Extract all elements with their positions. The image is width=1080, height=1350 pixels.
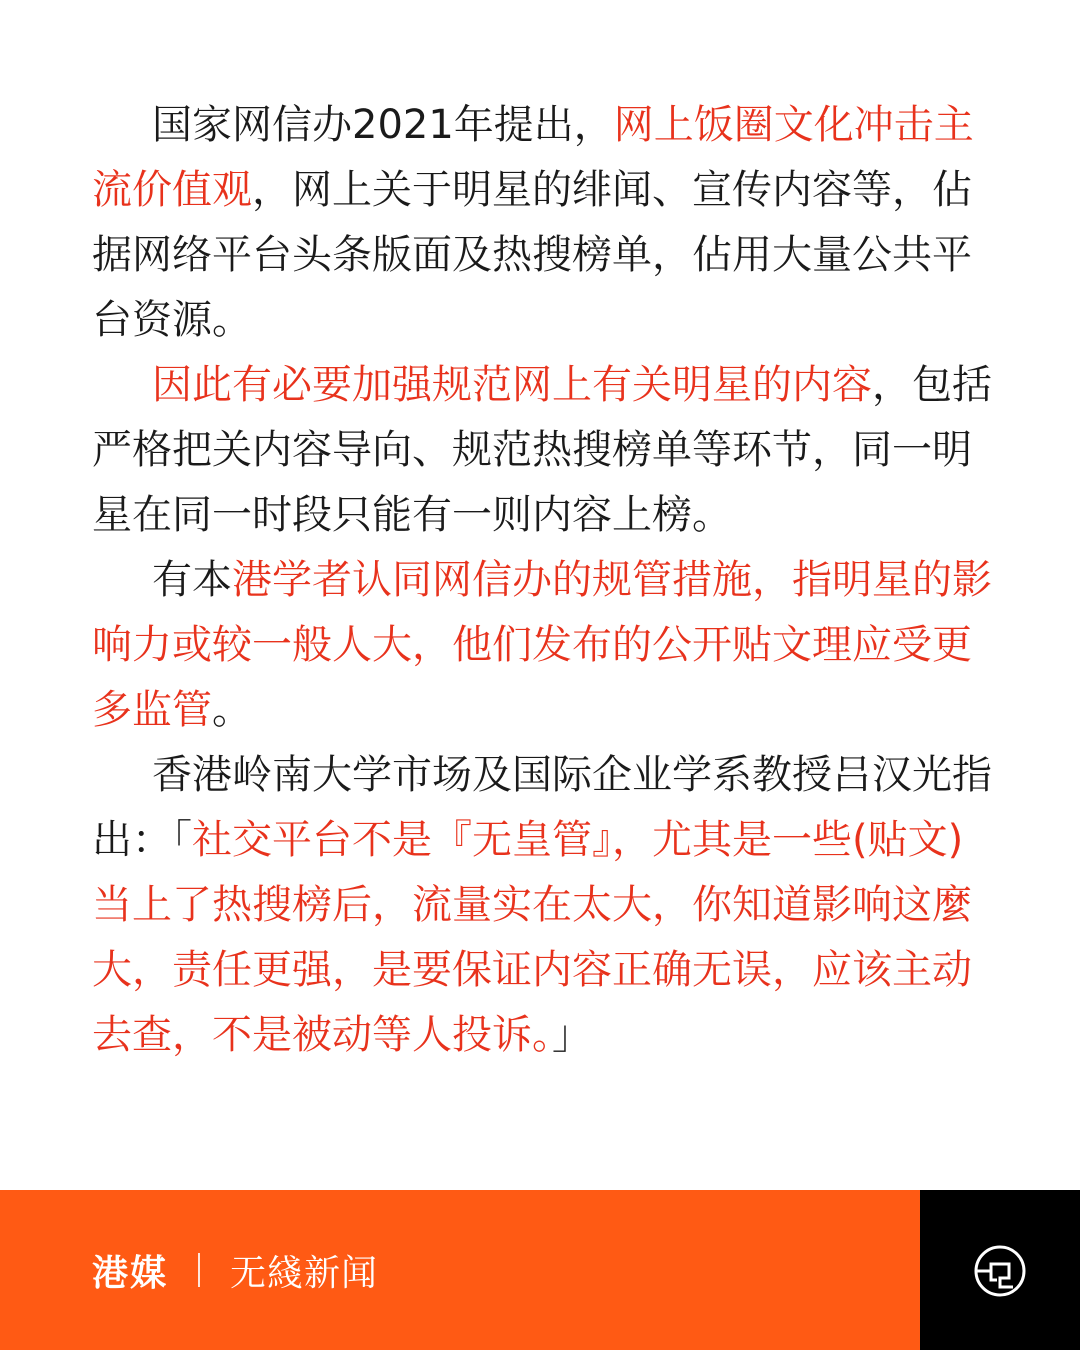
highlighted-text-segment: 网上饭圈文化冲击主流价值观 — [92, 102, 974, 213]
highlighted-text-segment: 社交平台不是『无皇管』，尤其是一些(贴文)当上了热搜榜后，流量实在太大，你知道影响这麼大，责任更强，是要保证内容正确无误，应该主动去查，不是被动等人投诉。 — [92, 817, 972, 1058]
highlighted-text-segment: 因此有必要加强规范网上有关明星的内容 — [152, 362, 872, 408]
text-segment: ，包括严格把关内容导向、规范热搜榜单等环节，同一明星在同一时段只能有一则内容上榜。 — [92, 362, 992, 538]
text-segment: 。 — [212, 687, 252, 733]
brand-name: 港媒 — [92, 1252, 169, 1294]
text-segment: 国家网信办2021年提出， — [152, 102, 614, 148]
text-segment: 香港岭南大学市场及国际企业学系教授吕汉光指出：「 — [92, 752, 992, 863]
footer-brand-panel — [0, 1190, 920, 1350]
footer-bar — [0, 1190, 1080, 1350]
footer-logo-panel — [920, 1190, 1080, 1350]
brand-label — [92, 1242, 378, 1298]
news-source: 无綫新闻 — [230, 1252, 379, 1294]
brand-divider — [198, 1253, 200, 1287]
text-segment: ，网上关于明星的绯闻、宣传内容等，佔据网络平台头条版面及热搜榜单，佔用大量公共平台资源。 — [92, 167, 972, 343]
article-paragraph — [92, 353, 992, 548]
text-segment: 有本 — [152, 557, 232, 603]
article-paragraph — [92, 93, 992, 353]
highlighted-text-segment: 港学者认同网信办的规管措施，指明星的影响力或较一般人大，他们发布的公开贴文理应受更多监管 — [92, 557, 992, 733]
text-segment: 」 — [552, 1012, 592, 1058]
article-body — [92, 93, 992, 1068]
circle-brand-logo-icon — [973, 1244, 1027, 1298]
article-paragraph — [92, 743, 992, 1068]
article-paragraph — [92, 548, 992, 743]
